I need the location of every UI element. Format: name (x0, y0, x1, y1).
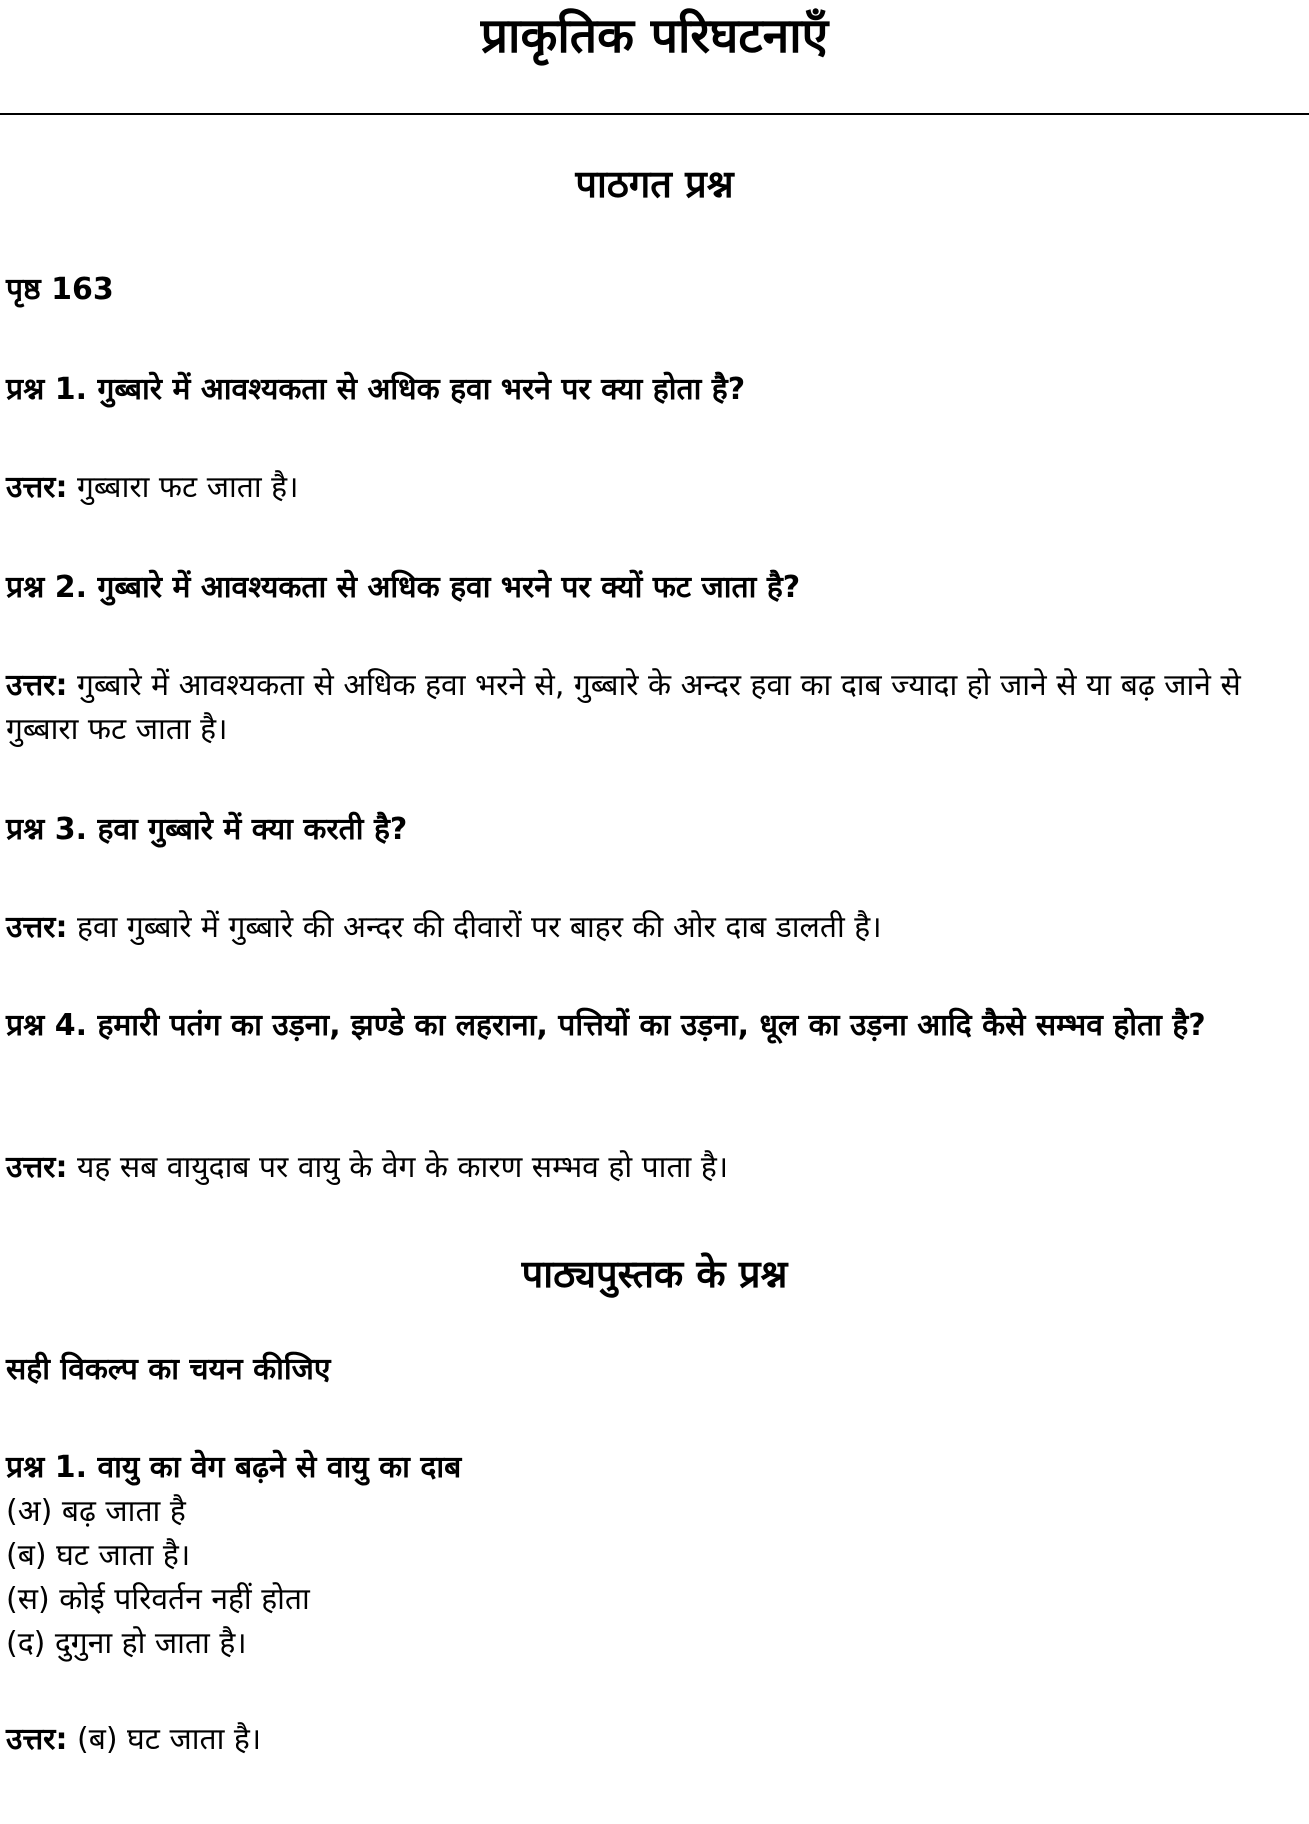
page-reference: पृष्ठ 163 (6, 272, 114, 307)
answer-text: यह सब वायुदाब पर वायु के वेग के कारण सम्भव हो पाता है। (76, 1150, 729, 1185)
question-1: प्रश्न 1. गुब्बारे में आवश्यकता से अधिक हवा भरने पर क्या होता है? (6, 372, 746, 407)
page-title: प्राकृतिक परिघटनाएँ (480, 8, 829, 64)
mcq-answer-1 (6, 1718, 1296, 1762)
answer-label: उत्तर: (6, 470, 68, 505)
mcq-instruction: सही विकल्प का चयन कीजिए (6, 1352, 331, 1387)
answer-text: (ब) घट जाता है। (76, 1722, 262, 1757)
mcq-question-1: प्रश्न 1. वायु का वेग बढ़ने से वायु का दाब (6, 1450, 462, 1485)
answer-4 (6, 1146, 1296, 1190)
answer-1 (6, 466, 1296, 510)
answer-2 (6, 664, 1296, 752)
answer-label: उत्तर: (6, 1150, 68, 1185)
mcq-option-c: (स) कोई परिवर्तन नहीं होता (6, 1582, 310, 1617)
answer-label: उत्तर: (6, 1722, 68, 1757)
question-4: प्रश्न 4. हमारी पतंग का उड़ना, झण्डे का लहराना, पत्तियों का उड़ना, धूल का उड़ना आदि कैसे सम्भव होता है? (6, 1008, 1206, 1043)
answer-label: उत्तर: (6, 910, 68, 945)
answer-label: उत्तर: (6, 668, 68, 703)
mcq-option-d: (द) दुगुना हो जाता है। (6, 1626, 247, 1661)
question-3: प्रश्न 3. हवा गुब्बारे में क्या करती है? (6, 812, 408, 847)
mcq-option-b: (ब) घट जाता है। (6, 1538, 191, 1573)
section-heading-in-text-questions: पाठगत प्रश्न (575, 162, 734, 206)
question-2: प्रश्न 2. गुब्बारे में आवश्यकता से अधिक हवा भरने पर क्यों फट जाता है? (6, 570, 801, 605)
section-heading-textbook-questions: पाठ्यपुस्तक के प्रश्न (521, 1252, 788, 1296)
answer-3 (6, 906, 1296, 950)
answer-text: हवा गुब्बारे में गुब्बारे की अन्दर की दीवारों पर बाहर की ओर दाब डालती है। (76, 910, 882, 945)
title-divider (0, 113, 1309, 115)
answer-text: गुब्बारे में आवश्यकता से अधिक हवा भरने से, गुब्बारे के अन्दर हवा का दाब ज्यादा हो जाने से या बढ़ जाने से गुब्बारा फट जाता है। (6, 668, 1241, 747)
answer-text: गुब्बारा फट जाता है। (76, 470, 299, 505)
mcq-option-a: (अ) बढ़ जाता है (6, 1494, 186, 1529)
